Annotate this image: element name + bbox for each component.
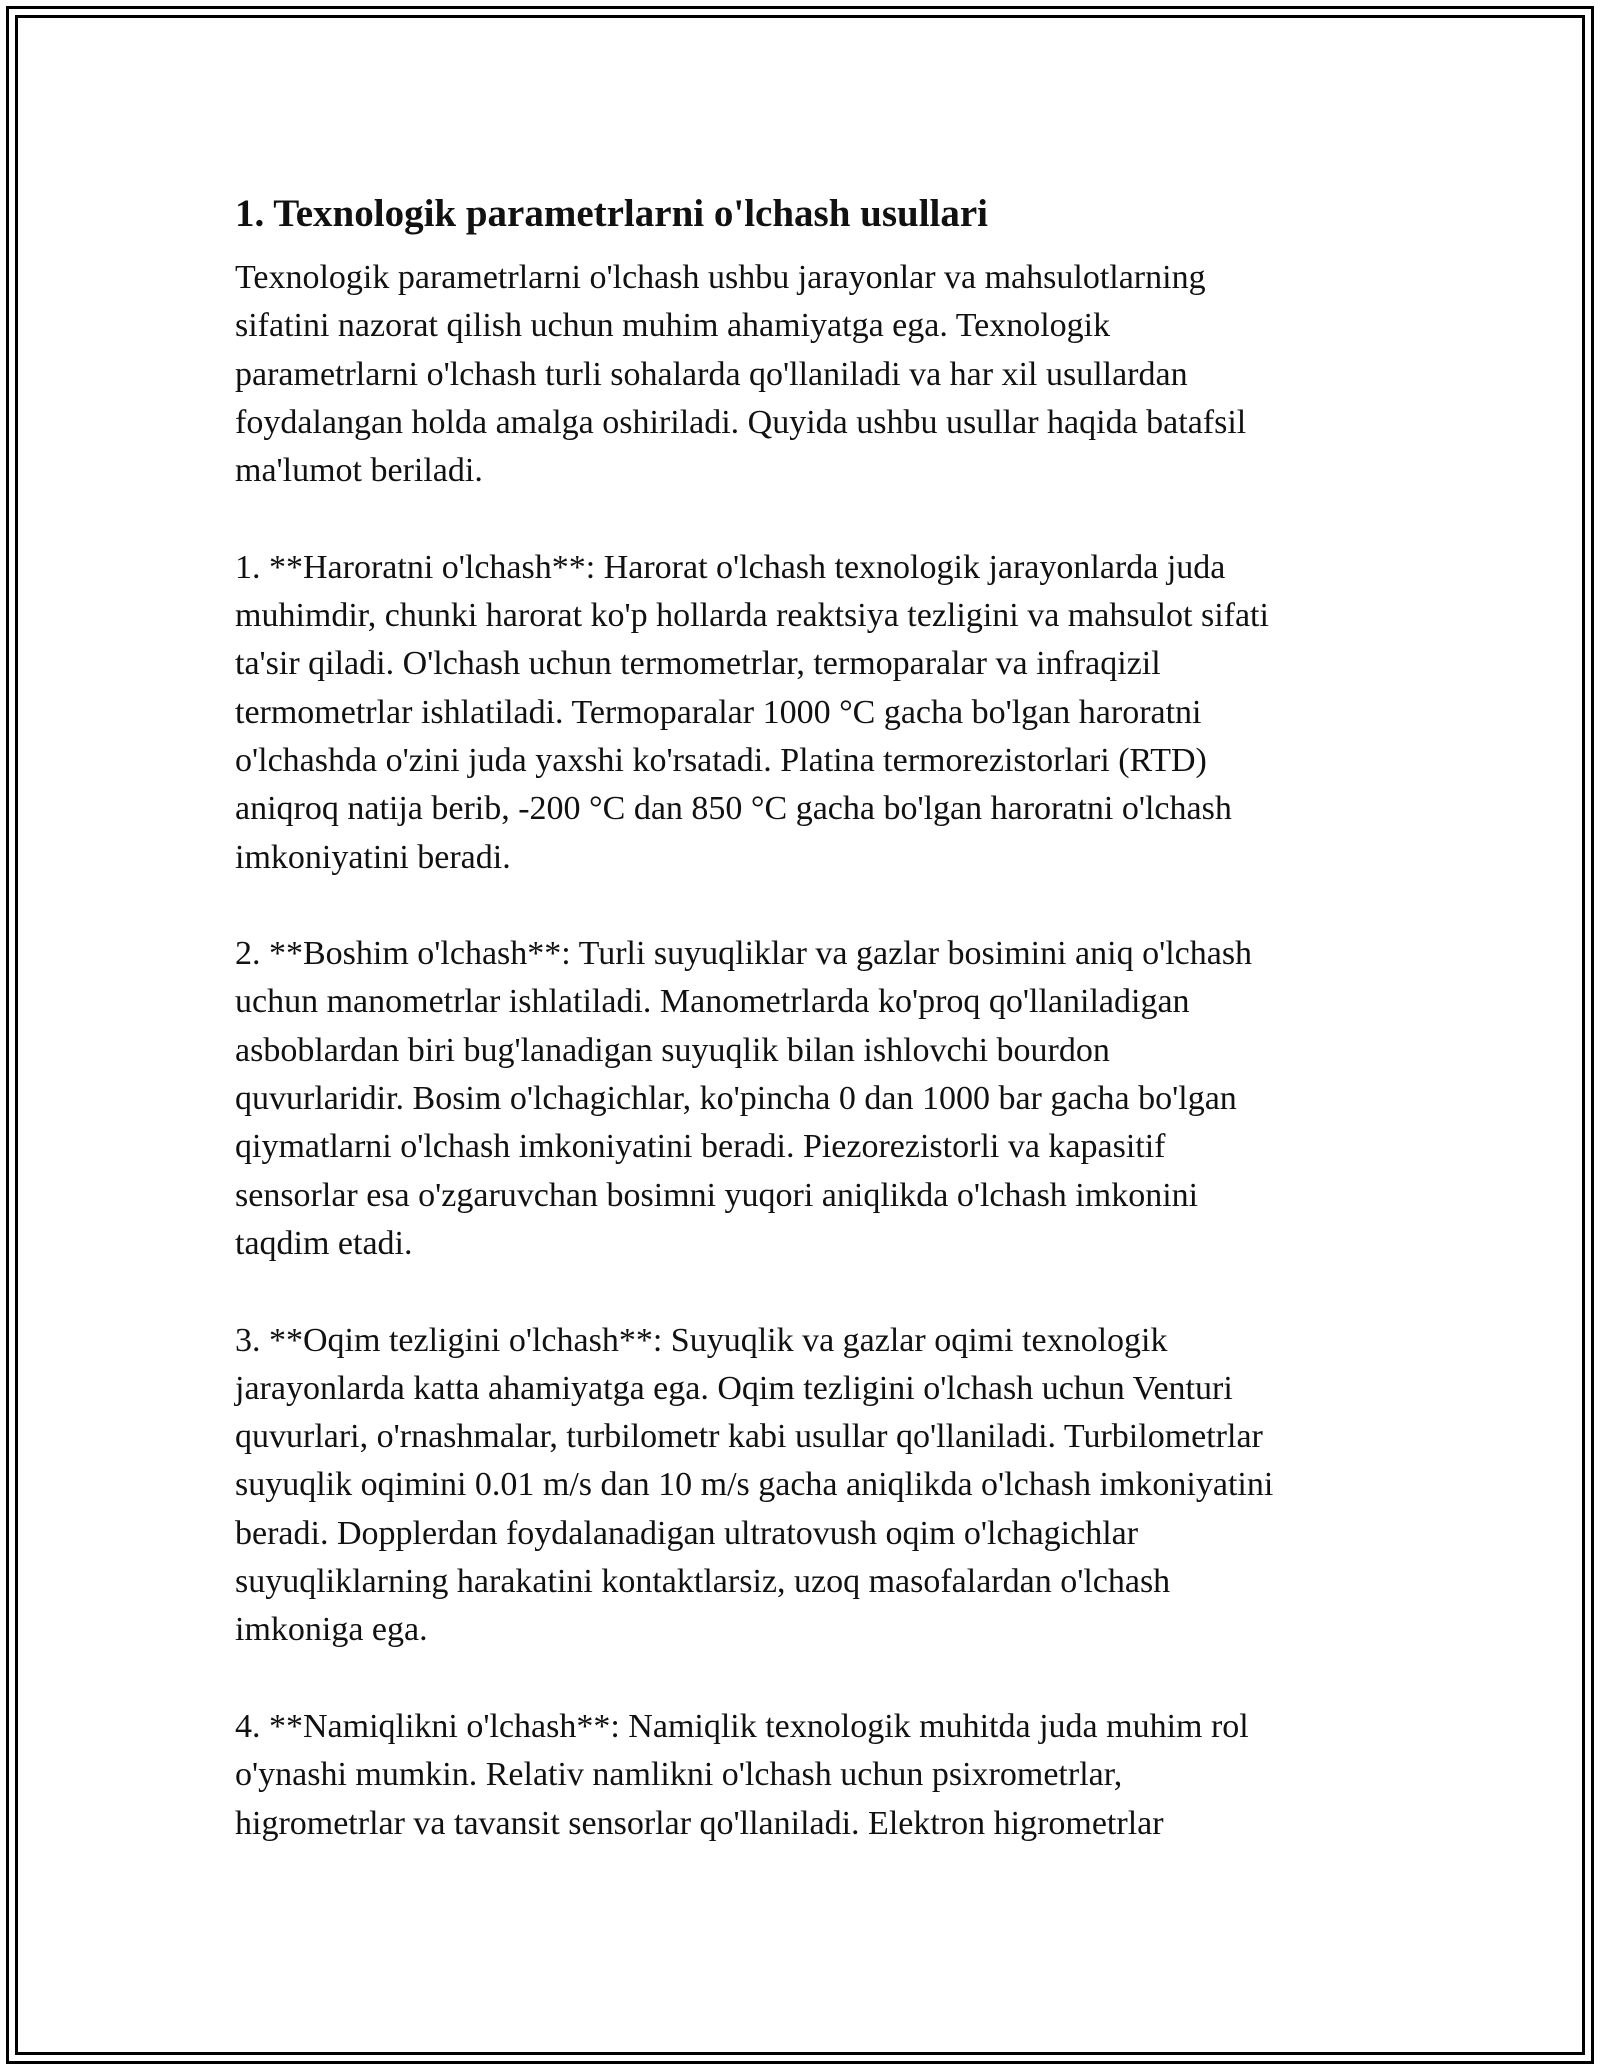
text-line: higrometrlar va tavansit sensorlar qo'llaniladi. Elektron higrometrlar xyxy=(235,1804,1164,1842)
text-line: quvurlari, o'rnashmalar, turbilometr kabi usullar qo'llaniladi. Turbilometrlar xyxy=(235,1418,1263,1456)
text-line: termometrlar ishlatiladi. Termoparalar 1000 °C gacha bo'lgan haroratni xyxy=(235,693,1202,731)
text-line: imkoniyatini beradi. xyxy=(235,838,511,876)
text-line: taqdim etadi. xyxy=(235,1224,413,1262)
text-line: 4. **Namiqlikni o'lchash**: Namiqlik texnologik muhitda juda muhim rol xyxy=(235,1707,1249,1745)
intro-paragraph xyxy=(235,254,1365,495)
text-line: ta'sir qiladi. O'lchash uchun termometrlar, termoparalar va infraqizil xyxy=(235,645,1161,683)
text-line: uchun manometrlar ishlatiladi. Manometrlarda ko'proq qo'llaniladigan xyxy=(235,983,1190,1021)
text-line: muhimdir, chunki harorat ko'p hollarda reaktsiya tezligini va mahsulot sifati xyxy=(235,597,1269,635)
text-line: ma'lumot beriladi. xyxy=(235,452,483,490)
text-line: asboblardan biri bug'lanadigan suyuqlik bilan ishlovchi bourdon xyxy=(235,1031,1110,1069)
document-body xyxy=(235,186,1365,1896)
text-line: 3. **Oqim tezligini o'lchash**: Suyuqlik va gazlar oqimi texnologik xyxy=(235,1321,1168,1359)
text-line: quvurlaridir. Bosim o'lchagichlar, ko'pincha 0 dan 1000 bar gacha bo'lgan xyxy=(235,1080,1237,1118)
section-paragraph-4 xyxy=(235,1703,1365,1848)
text-line: qiymatlarni o'lchash imkoniyatini beradi. Piezorezistorli va kapasitif xyxy=(235,1128,1166,1166)
text-line: jarayonlarda katta ahamiyatga ega. Oqim tezligini o'lchash uchun Venturi xyxy=(235,1369,1233,1407)
text-line: 2. **Boshim o'lchash**: Turli suyuqliklar va gazlar bosimini aniq o'lchash xyxy=(235,935,1253,973)
text-line: beradi. Dopplerdan foydalanadigan ultratovush oqim o'lchagichlar xyxy=(235,1514,1139,1552)
text-line: parametrlarni o'lchash turli sohalarda qo'llaniladi va har xil usullardan xyxy=(235,355,1188,393)
text-line: imkoniga ega. xyxy=(235,1611,428,1649)
text-line: 1. **Haroratni o'lchash**: Harorat o'lchash texnologik jarayonlarda juda xyxy=(235,548,1226,586)
text-line: foydalangan holda amalga oshiriladi. Quyida ushbu usullar haqida batafsil xyxy=(235,403,1247,441)
section-paragraph-2 xyxy=(235,930,1365,1268)
section-paragraph-3 xyxy=(235,1317,1365,1655)
text-line: o'lchashda o'zini juda yaxshi ko'rsatadi. Platina termorezistorlari (RTD) xyxy=(235,741,1207,779)
section-paragraph-1 xyxy=(235,544,1365,882)
document-title: 1. Texnologik parametrlarni o'lchash usullari xyxy=(235,192,989,235)
text-line: Texnologik parametrlarni o'lchash ushbu jarayonlar va mahsulotlarning xyxy=(235,259,1206,296)
text-line: o'ynashi mumkin. Relativ namlikni o'lchash uchun psixrometrlar, xyxy=(235,1756,1123,1794)
text-line: sensorlar esa o'zgaruvchan bosimni yuqori aniqlikda o'lchash imkonini xyxy=(235,1176,1199,1214)
paragraph-list xyxy=(235,254,1365,1848)
text-line: sifatini nazorat qilish uchun muhim ahamiyatga ega. Texnologik xyxy=(235,307,1111,345)
text-line: suyuqliklarning harakatini kontaktlarsiz, uzoq masofalardan o'lchash xyxy=(235,1563,1171,1601)
text-line: suyuqlik oqimini 0.01 m/s dan 10 m/s gacha aniqlikda o'lchash imkoniyatini xyxy=(235,1466,1274,1504)
text-line: aniqroq natija berib, -200 °C dan 850 °C gacha bo'lgan haroratni o'lchash xyxy=(235,790,1232,828)
